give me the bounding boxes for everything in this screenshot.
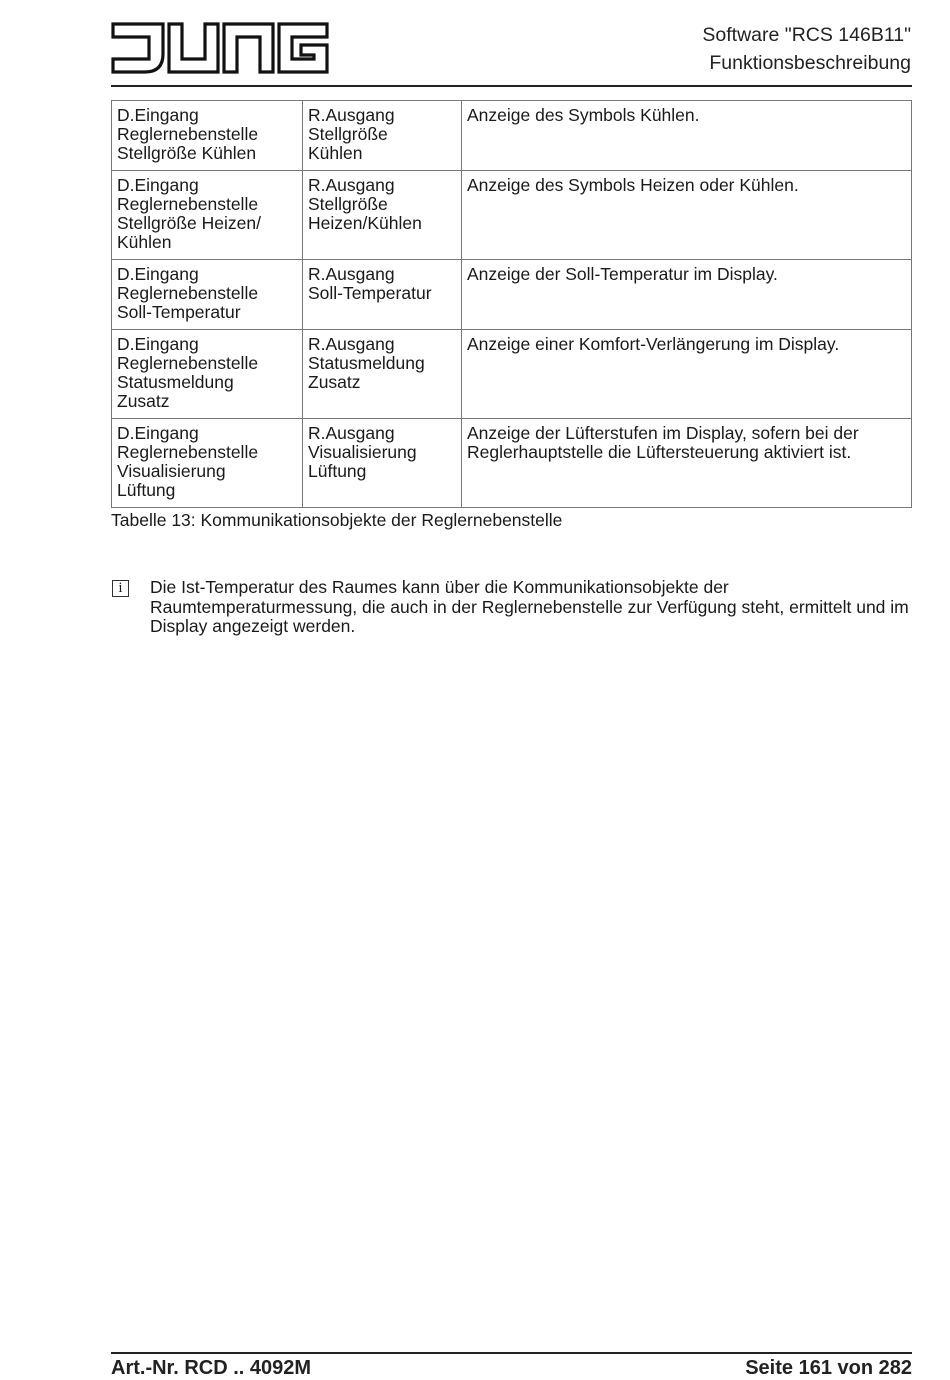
output-object-cell: R.Ausgang Statusmeldung Zusatz (303, 330, 462, 419)
description-cell: Anzeige des Symbols Kühlen. (462, 101, 912, 171)
description-cell: Anzeige einer Komfort-Verlängerung im Display. (462, 330, 912, 419)
document-header (702, 21, 911, 77)
jung-logo (111, 22, 331, 76)
article-number: Art.-Nr. RCD .. 4092M (111, 1357, 312, 1379)
input-object-cell: D.Eingang Reglernebenstelle Statusmeldung Zusatz (112, 330, 303, 419)
table-caption: Tabelle 13: Kommunikationsobjekte der Reglernebenstelle (111, 510, 563, 530)
output-object-cell: R.Ausgang Stellgröße Kühlen (303, 101, 462, 171)
output-object-cell: R.Ausgang Soll-Temperatur (303, 260, 462, 330)
output-object-cell: R.Ausgang Visualisierung Lüftung (303, 419, 462, 508)
info-icon: i (112, 580, 129, 597)
communication-objects-table (111, 100, 912, 508)
table-row (112, 330, 912, 419)
input-object-cell: D.Eingang Reglernebenstelle Stellgröße Heizen/ Kühlen (112, 171, 303, 260)
table-row (112, 419, 912, 508)
description-cell: Anzeige der Lüfterstufen im Display, sofern bei der Reglerhauptstelle die Lüftersteuerung aktiviert ist. (462, 419, 912, 508)
table-row (112, 101, 912, 171)
output-object-cell: R.Ausgang Stellgröße Heizen/Kühlen (303, 171, 462, 260)
header-divider (111, 85, 912, 87)
input-object-cell: D.Eingang Reglernebenstelle Soll-Temperatur (112, 260, 303, 330)
input-object-cell: D.Eingang Reglernebenstelle Stellgröße Kühlen (112, 101, 303, 171)
page-number: Seite 161 von 282 (745, 1357, 912, 1379)
table-row (112, 171, 912, 260)
document-type: Funktionsbeschreibung (709, 52, 911, 74)
software-title: Software "RCS 146B11" (702, 24, 911, 46)
input-object-cell: D.Eingang Reglernebenstelle Visualisierung Lüftung (112, 419, 303, 508)
description-cell: Anzeige der Soll-Temperatur im Display. (462, 260, 912, 330)
table-row (112, 260, 912, 330)
description-cell: Anzeige des Symbols Heizen oder Kühlen. (462, 171, 912, 260)
footer-divider (111, 1352, 912, 1354)
note-text: Die Ist-Temperatur des Raumes kann über die Kommunikationsobjekte der Raumtemperaturmessung, die auch in der Reglernebenstelle zur Verfügung steht, ermittelt und im Display angezeigt werden. (150, 577, 909, 636)
